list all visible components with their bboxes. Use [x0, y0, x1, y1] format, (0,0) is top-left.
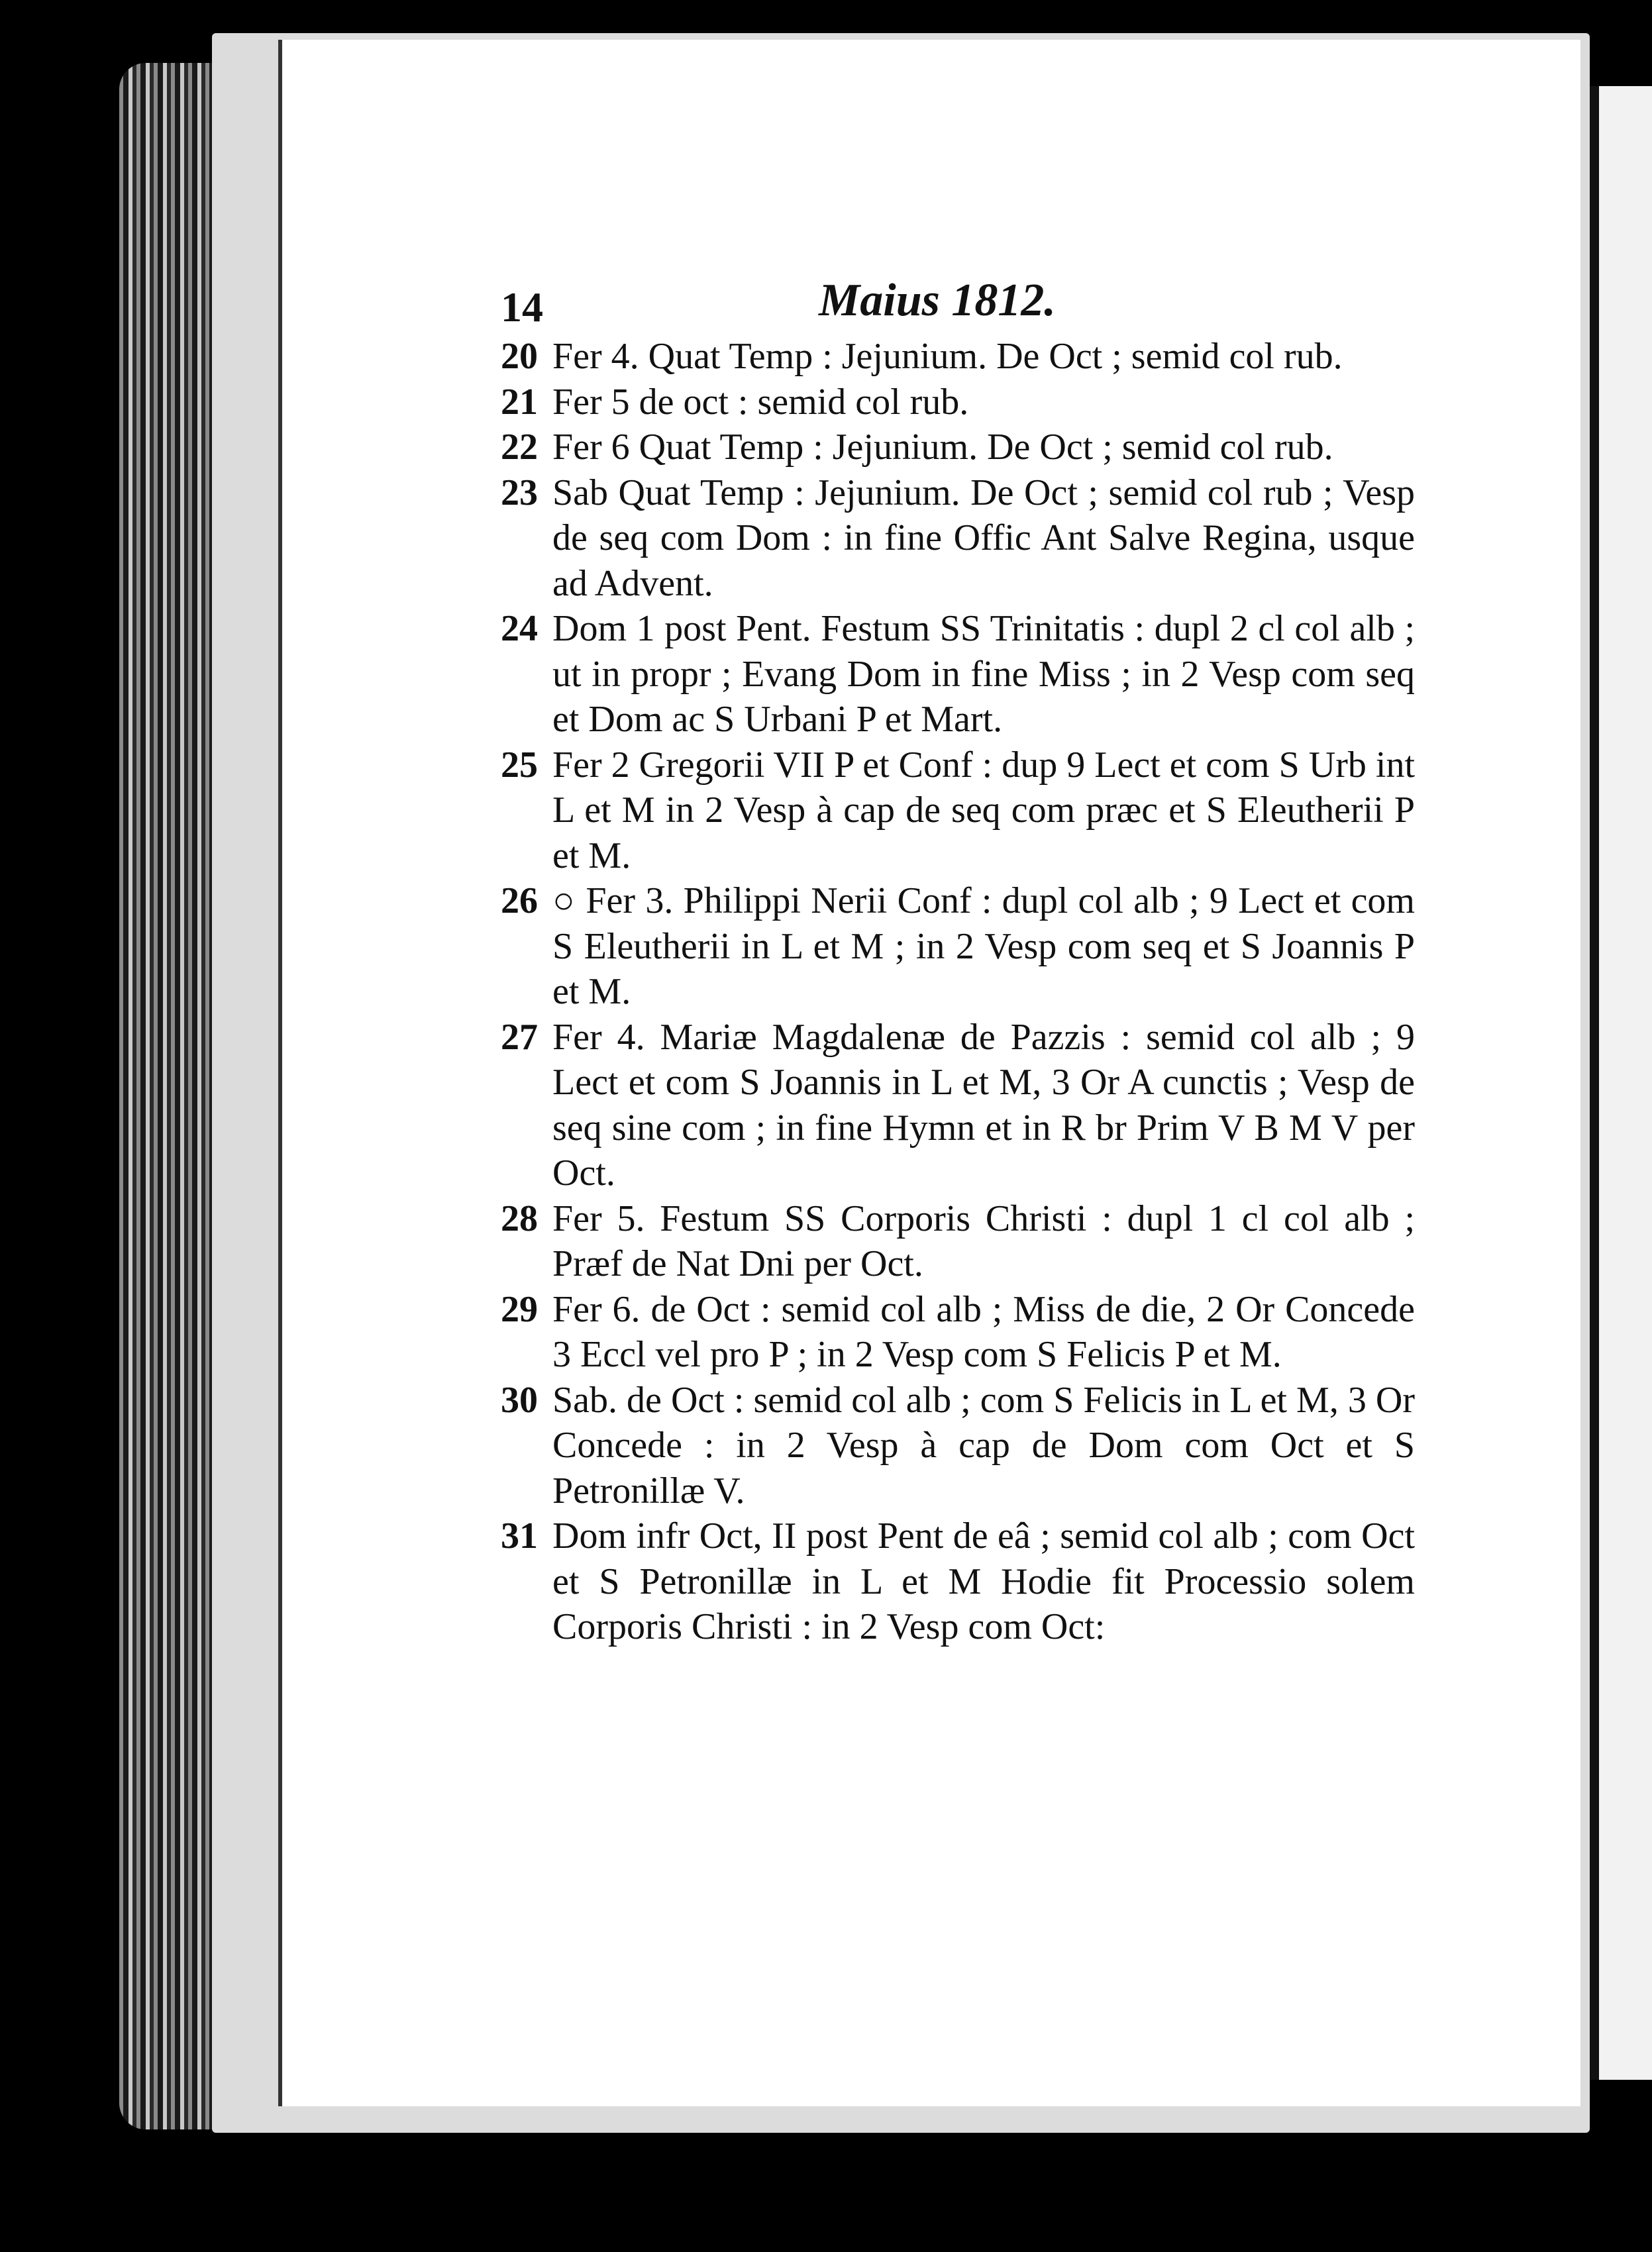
page-number: 14 [501, 283, 543, 331]
entry-text: Fer 4. Quat Temp : Jejunium. De Oct ; semid col rub. [552, 336, 1343, 377]
calendar-entry [501, 1378, 1415, 1514]
calendar-entry [501, 1015, 1415, 1196]
day-number: 31 [501, 1515, 538, 1557]
entry-text: Fer 6. de Oct : semid col alb ; Miss de die, 2 Or Concede 3 Eccl vel pro P ; in 2 Vesp com S Felicis P et M. [552, 1288, 1415, 1375]
entry-text: Sab. de Oct : semid col alb ; com S Felicis in L et M, 3 Or Concede : in 2 Vesp à cap de Dom com Oct et S Petronillæ V. [552, 1379, 1415, 1511]
calendar-entry [501, 606, 1415, 742]
page-header [501, 275, 1415, 334]
facing-page-edge [1590, 86, 1652, 2080]
calendar-entry [501, 1196, 1415, 1287]
entry-text: Dom infr Oct, II post Pent de eâ ; semid col alb ; com Oct et S Petronillæ in L et M Hodie fit Processio solem Corporis Christi : in 2 Vesp com Oct: [552, 1515, 1415, 1647]
calendar-entry [501, 334, 1415, 380]
day-number: 23 [501, 472, 538, 513]
entry-text: Fer 6 Quat Temp : Jejunium. De Oct ; semid col rub. [552, 427, 1333, 468]
day-number: 21 [501, 381, 538, 423]
calendar-entry [501, 380, 1415, 425]
day-number: 30 [501, 1379, 538, 1421]
entry-text: Fer 4. Mariæ Magdalenæ de Pazzis : semid col alb ; 9 Lect et com S Joannis in L et M, 3 Or A cunctis ; Vesp de seq sine com ; in fine Hymn et in R br Prim V B M V per Oct. [552, 1016, 1415, 1194]
day-number: 25 [501, 744, 538, 786]
calendar-entry [501, 470, 1415, 607]
day-number: 22 [501, 427, 538, 468]
entry-text: Fer 5. Festum SS Corporis Christi : dupl 1 cl col alb ; Præf de Nat Dni per Oct. [552, 1198, 1415, 1284]
day-number: 27 [501, 1016, 538, 1058]
day-number: 28 [501, 1198, 538, 1239]
day-number: 24 [501, 608, 538, 649]
calendar-entry [501, 1287, 1415, 1378]
entry-text: Fer 5 de oct : semid col rub. [552, 381, 969, 423]
calendar-entry [501, 742, 1415, 879]
entry-text: Sab Quat Temp : Jejunium. De Oct ; semid col rub ; Vesp de seq com Dom : in fine Offic Ant Salve Regina, usque ad Advent. [552, 472, 1415, 604]
calendar-entry [501, 1513, 1415, 1650]
entry-text: Dom 1 post Pent. Festum SS Trinitatis : dupl 2 cl col alb ; ut in propr ; Evang Dom in fine Miss ; in 2 Vesp com seq et Dom ac S Urbani P et Mart. [552, 608, 1415, 740]
entry-text: Fer 2 Gregorii VII P et Conf : dup 9 Lect et com S Urb int L et M in 2 Vesp à cap de seq com præc et S Eleutherii P et M. [552, 744, 1415, 876]
calendar-entry [501, 425, 1415, 470]
day-number: 29 [501, 1288, 538, 1330]
running-title: Maius 1812. [819, 275, 1056, 326]
day-number: 26 [501, 880, 538, 921]
calendar-entry [501, 878, 1415, 1015]
day-number: 20 [501, 336, 538, 377]
entry-text: ○ Fer 3. Philippi Nerii Conf : dupl col alb ; 9 Lect et com S Eleutherii in L et M ; in 2 Vesp com seq et S Joannis P et M. [552, 880, 1415, 1012]
page-text-block [501, 275, 1415, 1650]
